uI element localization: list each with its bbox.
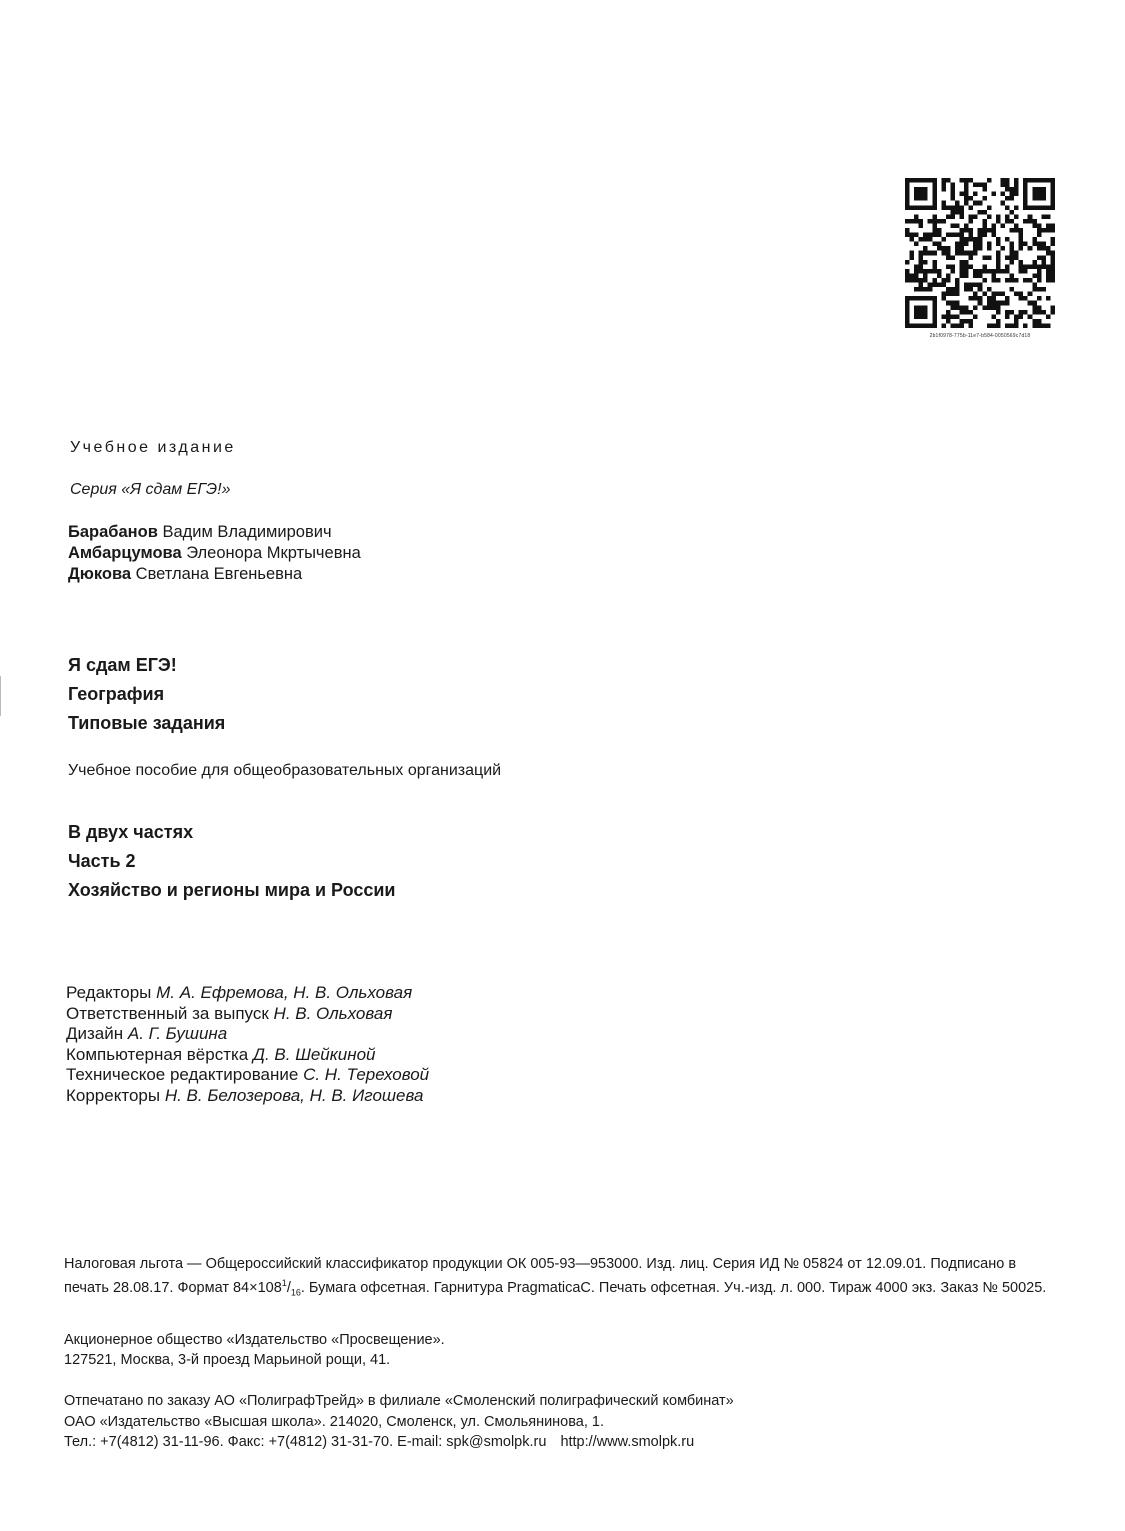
author-line — [68, 543, 361, 564]
credit-role: Ответственный за выпуск — [66, 1003, 269, 1023]
credit-role: Дизайн — [66, 1024, 124, 1043]
printer-line: ОАО «Издательство «Высшая школа». 214020, Смоленск, ул. Смольянинова, 1. — [64, 1413, 605, 1430]
book-purpose: Учебное пособие для общеобразовательных организаций — [68, 762, 502, 779]
credit-names: С. Н. Тереховой — [303, 1065, 430, 1084]
qr-code-image — [905, 178, 1055, 328]
credit-names: Н. В. Ольховая — [273, 1003, 393, 1023]
credits-list — [66, 983, 429, 1106]
title-line: Я сдам ЕГЭ! — [68, 655, 177, 675]
author-line — [68, 522, 361, 543]
printer-line: Отпечатано по заказу АО «ПолиграфТрейд» в филиале «Смоленский полиграфический комбинат» — [64, 1393, 734, 1409]
author-name: Светлана Евгеньевна — [135, 565, 303, 583]
tax-and-print-info: Налоговая льгота — Общероссийский классификатор продукции ОК 005-93—953000. Изд. лиц. Серия ИД № 05824 от 12.09.01. Подписано в печать 28.08.17. Формат $84\times 108^1/_{16}$. Бумага офсетная. Гарнитура PragmaticaC. Печать офсетная. Уч.-изд. л. 000. Тираж 4000 экз. Заказ № 50025. — [64, 1256, 1047, 1298]
format-fraction-numerator: 1 — [281, 1278, 287, 1288]
credit-role: Компьютерная вёрстка — [66, 1044, 249, 1064]
edition-type: Учебное издание — [70, 439, 236, 456]
book-parts — [68, 818, 396, 905]
credit-names: Н. В. Белозерова, Н. В. Игошева — [164, 1085, 424, 1105]
publisher-line: Акционерное общество «Издательство «Просвещение». — [64, 1332, 445, 1348]
author-name: Вадим Владимирович — [162, 523, 332, 541]
publisher-line: 127521, Москва, 3-й проезд Марьиной рощи, 41. — [64, 1351, 391, 1368]
credit-role: Техническое редактирование — [66, 1065, 299, 1084]
publisher-info — [64, 1331, 445, 1370]
parts-line: Часть 2 — [68, 851, 136, 871]
credit-line — [66, 1004, 429, 1025]
author-surname: Дюкова — [68, 565, 132, 583]
printer-contacts: Тел.: +7(4812) 31-11-96. Факс: +7(4812) 31-31-70. E-mail: spk@smolpk.ru — [64, 1434, 547, 1450]
author-line — [68, 564, 361, 585]
qr-caption: 2b1f0978-775b-11e7-b584-0050569c7d18 — [929, 333, 1031, 339]
parts-line: Хозяйство и регионы мира и России — [68, 880, 396, 900]
format-fraction-denominator: 16 — [290, 1287, 301, 1298]
series-name: Серия «Я сдам ЕГЭ!» — [70, 481, 231, 498]
printer-url: http://www.smolpk.ru — [560, 1434, 695, 1450]
credit-role: Корректоры — [66, 1085, 161, 1105]
scan-edge-mark — [0, 676, 5, 716]
tax-text-part1: Налоговая льгота — Общероссийский классификатор продукции ОК 005-93—953000. Изд. лиц. Серия ИД № 05824 от 12.09.01. Подписано в печать 28.08.17. Формат 84×108 — [64, 1256, 1017, 1296]
parts-line: В двух частях — [68, 822, 194, 842]
credit-line — [66, 1024, 429, 1045]
credit-line — [66, 1045, 429, 1066]
title-line: География — [68, 684, 165, 704]
tax-text-part2: . Бумага офсетная. Гарнитура PragmaticaC. Печать офсетная. Уч.-изд. л. 000. Тираж 4000 экз. Заказ № 50025. — [300, 1279, 1047, 1296]
authors-list — [68, 522, 361, 585]
author-surname: Амбарцумова — [68, 544, 182, 562]
qr-modules — [905, 178, 1055, 328]
credit-line — [66, 1086, 429, 1107]
title-line: Типовые задания — [68, 713, 226, 733]
credit-role: Редакторы — [66, 983, 152, 1002]
credit-line — [66, 983, 429, 1004]
author-surname: Барабанов — [68, 523, 158, 541]
credit-names: М. А. Ефремова, Н. В. Ольховая — [156, 983, 413, 1002]
printer-info — [64, 1391, 734, 1453]
credit-line — [66, 1065, 429, 1086]
author-name: Элеонора Мкртычевна — [186, 544, 361, 562]
credit-names: Д. В. Шейкиной — [253, 1044, 376, 1064]
book-title — [68, 651, 225, 738]
credit-names: А. Г. Бушина — [127, 1024, 228, 1043]
printer-contacts-line — [64, 1432, 734, 1453]
